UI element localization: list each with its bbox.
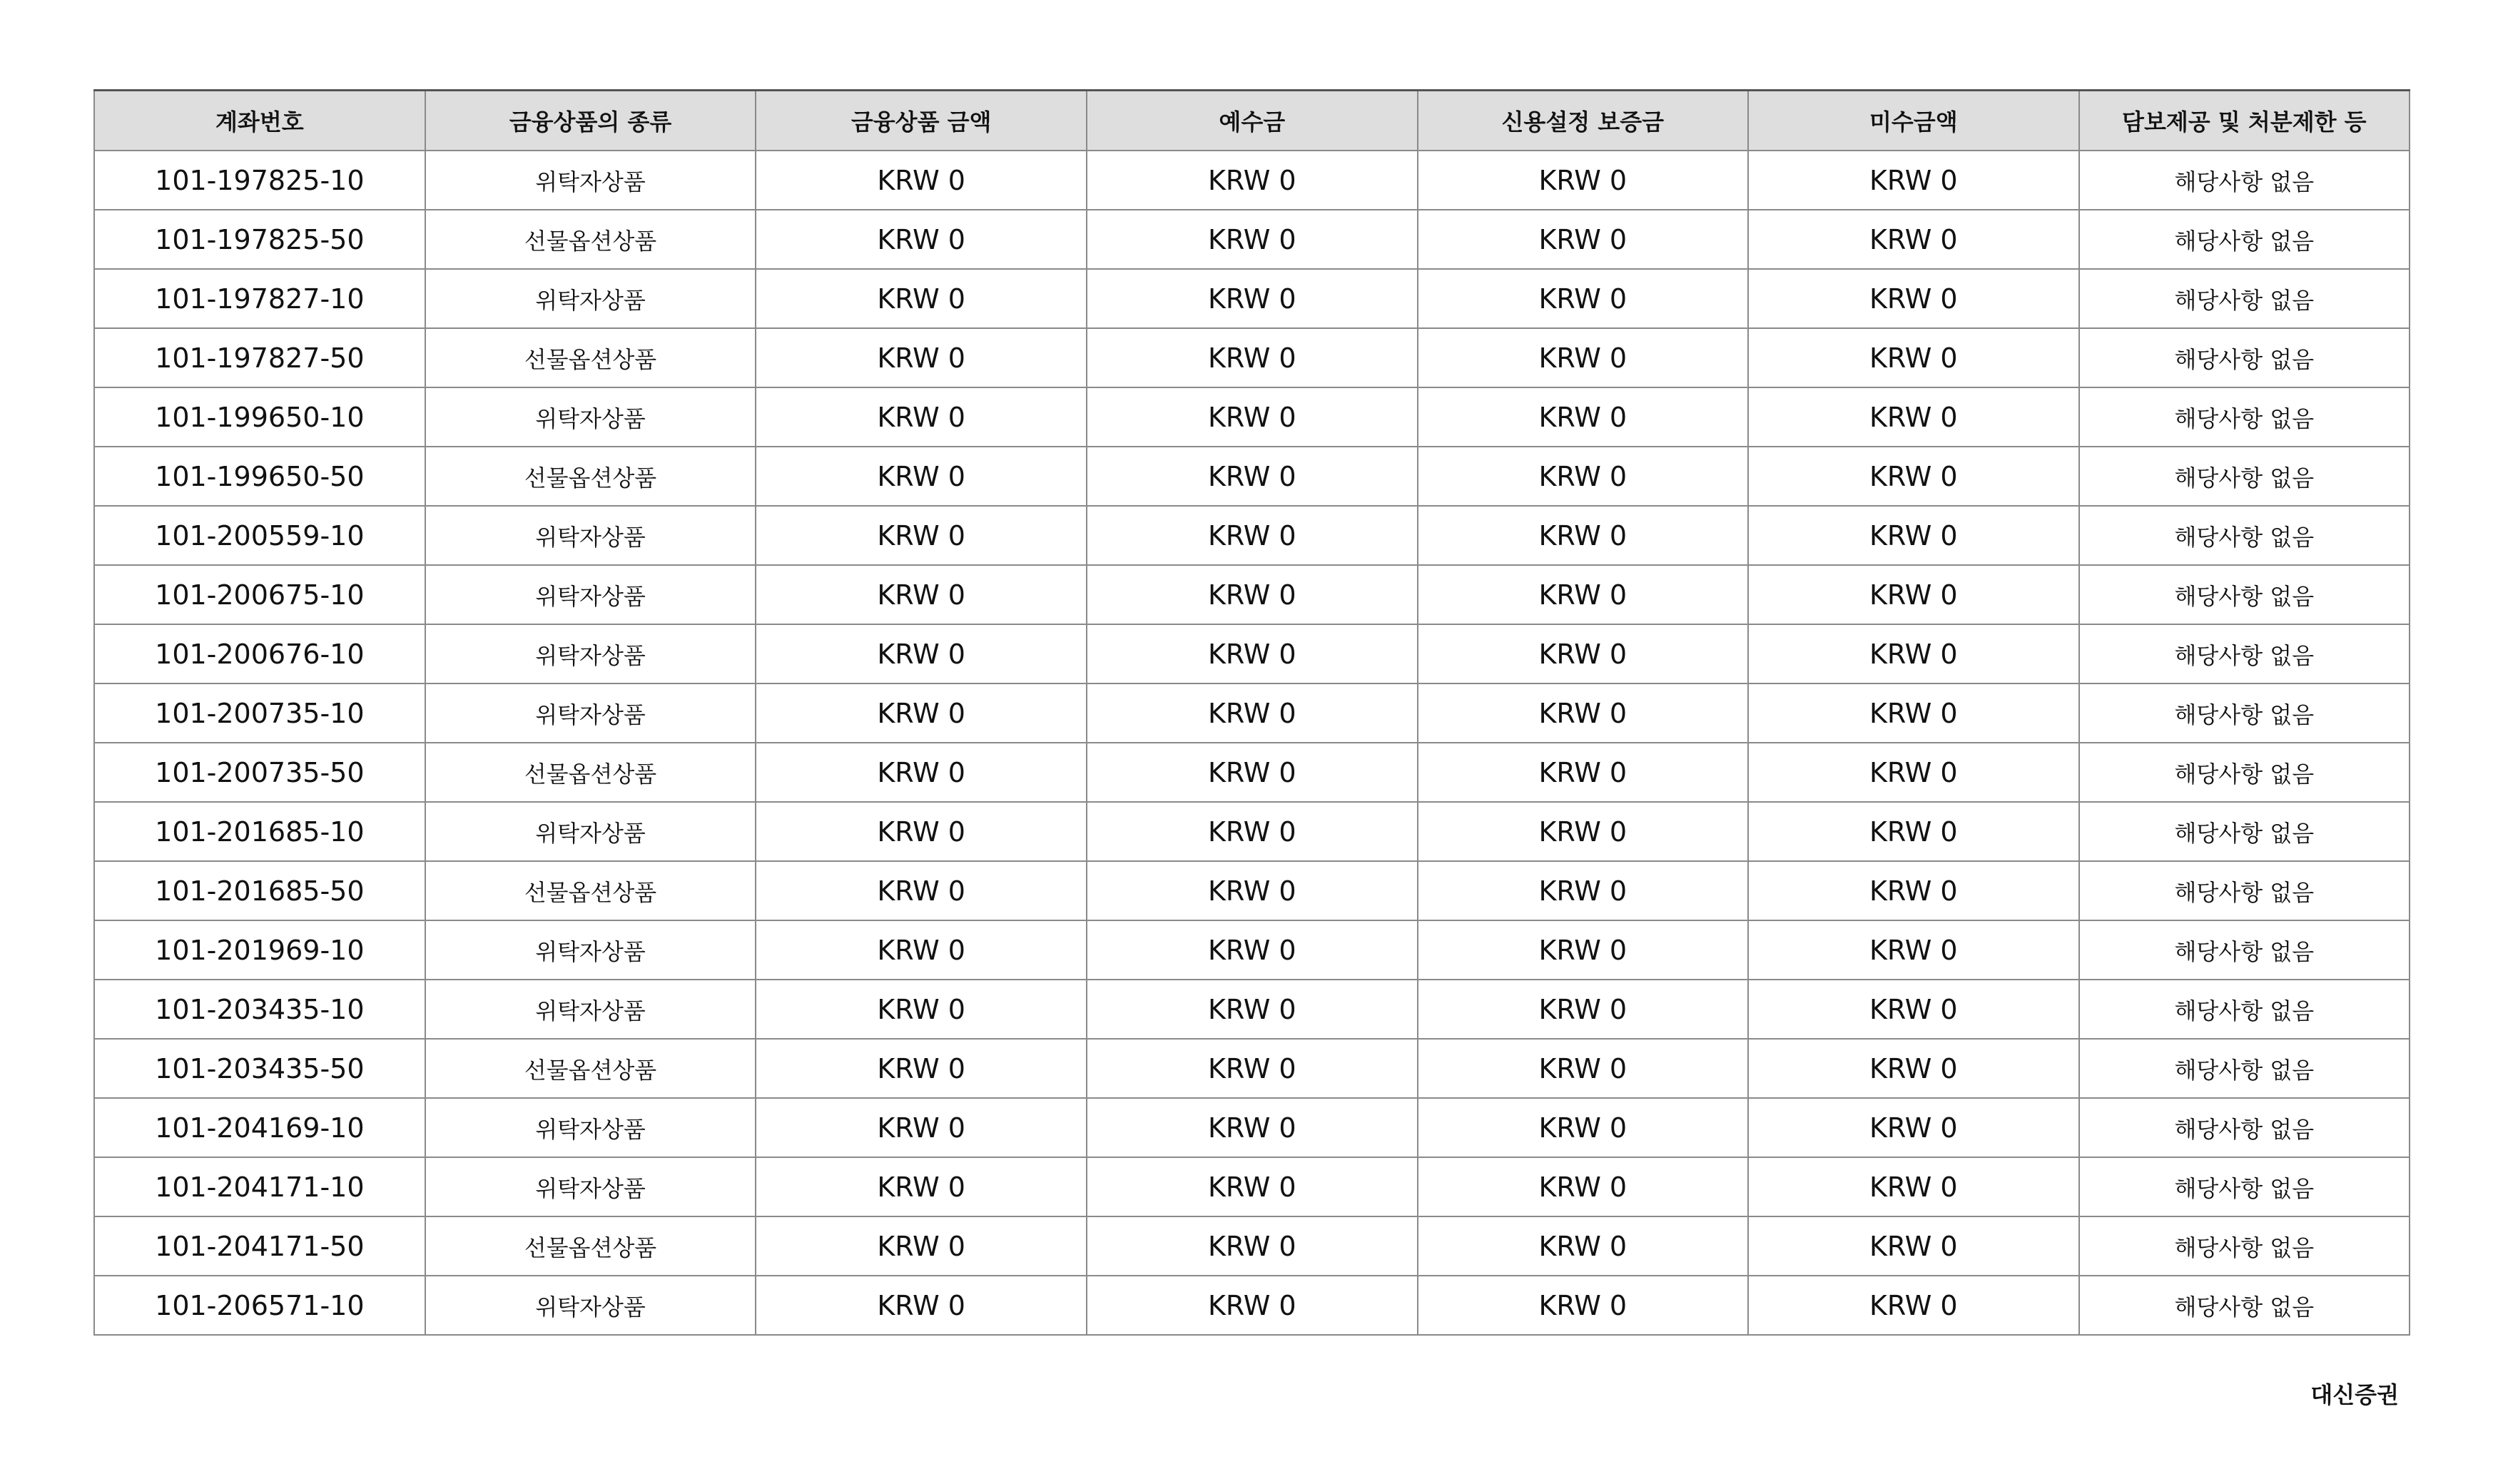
deposit-cell: KRW 0 [1087, 506, 1418, 565]
table-row [94, 565, 2410, 624]
account-number-cell: 101-199650-50 [94, 447, 425, 506]
collateral-restriction-cell: 해당사항 없음 [2079, 447, 2410, 506]
account-number-cell: 101-201685-10 [94, 802, 425, 861]
credit-guarantee-cell: KRW 0 [1418, 743, 1748, 802]
account-number-cell: 101-204171-10 [94, 1157, 425, 1216]
deposit-cell: KRW 0 [1087, 151, 1418, 210]
deposit-cell: KRW 0 [1087, 980, 1418, 1039]
unpaid-amount-cell: KRW 0 [1748, 210, 2079, 269]
product-amount-cell: KRW 0 [756, 269, 1087, 328]
product-amount-cell: KRW 0 [756, 802, 1087, 861]
product-type-cell: 위탁자상품 [425, 1098, 756, 1157]
product-type-cell: 선물옵션상품 [425, 861, 756, 920]
unpaid-amount-cell: KRW 0 [1748, 447, 2079, 506]
unpaid-amount-cell: KRW 0 [1748, 506, 2079, 565]
unpaid-amount-cell: KRW 0 [1748, 151, 2079, 210]
deposit-cell: KRW 0 [1087, 802, 1418, 861]
collateral-restriction-cell: 해당사항 없음 [2079, 624, 2410, 683]
deposit-cell: KRW 0 [1087, 1098, 1418, 1157]
account-number-cell: 101-200675-10 [94, 565, 425, 624]
header-credit-guarantee: 신용설정 보증금 [1418, 91, 1748, 151]
product-amount-cell: KRW 0 [756, 328, 1087, 387]
unpaid-amount-cell: KRW 0 [1748, 624, 2079, 683]
account-number-cell: 101-200676-10 [94, 624, 425, 683]
collateral-restriction-cell: 해당사항 없음 [2079, 269, 2410, 328]
product-type-cell: 선물옵션상품 [425, 328, 756, 387]
collateral-restriction-cell: 해당사항 없음 [2079, 151, 2410, 210]
product-type-cell: 선물옵션상품 [425, 1216, 756, 1276]
unpaid-amount-cell: KRW 0 [1748, 328, 2079, 387]
product-amount-cell: KRW 0 [756, 1216, 1087, 1276]
header-deposit: 예수금 [1087, 91, 1418, 151]
deposit-cell: KRW 0 [1087, 269, 1418, 328]
collateral-restriction-cell: 해당사항 없음 [2079, 802, 2410, 861]
credit-guarantee-cell: KRW 0 [1418, 447, 1748, 506]
credit-guarantee-cell: KRW 0 [1418, 1039, 1748, 1098]
collateral-restriction-cell: 해당사항 없음 [2079, 328, 2410, 387]
product-type-cell: 위탁자상품 [425, 565, 756, 624]
product-type-cell: 위탁자상품 [425, 151, 756, 210]
unpaid-amount-cell: KRW 0 [1748, 1157, 2079, 1216]
product-type-cell: 위탁자상품 [425, 802, 756, 861]
credit-guarantee-cell: KRW 0 [1418, 624, 1748, 683]
collateral-restriction-cell: 해당사항 없음 [2079, 980, 2410, 1039]
table-row [94, 861, 2410, 920]
product-amount-cell: KRW 0 [756, 1157, 1087, 1216]
account-number-cell: 101-200559-10 [94, 506, 425, 565]
collateral-restriction-cell: 해당사항 없음 [2079, 565, 2410, 624]
deposit-cell: KRW 0 [1087, 624, 1418, 683]
table-row [94, 1276, 2410, 1335]
collateral-restriction-cell: 해당사항 없음 [2079, 1157, 2410, 1216]
account-number-cell: 101-197827-10 [94, 269, 425, 328]
table-body [94, 151, 2410, 1335]
collateral-restriction-cell: 해당사항 없음 [2079, 1276, 2410, 1335]
table-row [94, 920, 2410, 980]
credit-guarantee-cell: KRW 0 [1418, 328, 1748, 387]
credit-guarantee-cell: KRW 0 [1418, 920, 1748, 980]
table-row [94, 624, 2410, 683]
unpaid-amount-cell: KRW 0 [1748, 980, 2079, 1039]
unpaid-amount-cell: KRW 0 [1748, 1039, 2079, 1098]
table-row [94, 328, 2410, 387]
header-account-number: 계좌번호 [94, 91, 425, 151]
product-type-cell: 위탁자상품 [425, 387, 756, 447]
credit-guarantee-cell: KRW 0 [1418, 1276, 1748, 1335]
table-row [94, 210, 2410, 269]
account-table [93, 89, 2410, 1336]
account-number-cell: 101-200735-10 [94, 683, 425, 743]
unpaid-amount-cell: KRW 0 [1748, 565, 2079, 624]
unpaid-amount-cell: KRW 0 [1748, 920, 2079, 980]
collateral-restriction-cell: 해당사항 없음 [2079, 387, 2410, 447]
collateral-restriction-cell: 해당사항 없음 [2079, 861, 2410, 920]
product-type-cell: 위탁자상품 [425, 683, 756, 743]
unpaid-amount-cell: KRW 0 [1748, 269, 2079, 328]
table-row [94, 506, 2410, 565]
table-row [94, 743, 2410, 802]
credit-guarantee-cell: KRW 0 [1418, 1216, 1748, 1276]
account-number-cell: 101-197827-50 [94, 328, 425, 387]
product-type-cell: 위탁자상품 [425, 920, 756, 980]
deposit-cell: KRW 0 [1087, 447, 1418, 506]
product-amount-cell: KRW 0 [756, 447, 1087, 506]
product-amount-cell: KRW 0 [756, 980, 1087, 1039]
table-row [94, 387, 2410, 447]
deposit-cell: KRW 0 [1087, 1039, 1418, 1098]
product-type-cell: 선물옵션상품 [425, 210, 756, 269]
unpaid-amount-cell: KRW 0 [1748, 387, 2079, 447]
credit-guarantee-cell: KRW 0 [1418, 1157, 1748, 1216]
unpaid-amount-cell: KRW 0 [1748, 861, 2079, 920]
credit-guarantee-cell: KRW 0 [1418, 269, 1748, 328]
product-amount-cell: KRW 0 [756, 565, 1087, 624]
account-number-cell: 101-206571-10 [94, 1276, 425, 1335]
account-number-cell: 101-201969-10 [94, 920, 425, 980]
deposit-cell: KRW 0 [1087, 210, 1418, 269]
deposit-cell: KRW 0 [1087, 861, 1418, 920]
product-type-cell: 선물옵션상품 [425, 1039, 756, 1098]
deposit-cell: KRW 0 [1087, 328, 1418, 387]
credit-guarantee-cell: KRW 0 [1418, 802, 1748, 861]
collateral-restriction-cell: 해당사항 없음 [2079, 506, 2410, 565]
table-row [94, 980, 2410, 1039]
account-number-cell: 101-201685-50 [94, 861, 425, 920]
table-row [94, 447, 2410, 506]
deposit-cell: KRW 0 [1087, 1216, 1418, 1276]
account-number-cell: 101-199650-10 [94, 387, 425, 447]
company-name: 대신증권 [2310, 1381, 2399, 1408]
product-amount-cell: KRW 0 [756, 210, 1087, 269]
collateral-restriction-cell: 해당사항 없음 [2079, 1098, 2410, 1157]
unpaid-amount-cell: KRW 0 [1748, 802, 2079, 861]
table-row [94, 683, 2410, 743]
product-amount-cell: KRW 0 [756, 151, 1087, 210]
deposit-cell: KRW 0 [1087, 387, 1418, 447]
account-number-cell: 101-203435-50 [94, 1039, 425, 1098]
credit-guarantee-cell: KRW 0 [1418, 506, 1748, 565]
account-number-cell: 101-203435-10 [94, 980, 425, 1039]
product-type-cell: 위탁자상품 [425, 269, 756, 328]
unpaid-amount-cell: KRW 0 [1748, 1216, 2079, 1276]
header-product-amount: 금융상품 금액 [756, 91, 1087, 151]
table-row [94, 1157, 2410, 1216]
account-number-cell: 101-204171-50 [94, 1216, 425, 1276]
account-number-cell: 101-197825-10 [94, 151, 425, 210]
unpaid-amount-cell: KRW 0 [1748, 743, 2079, 802]
account-number-cell: 101-204169-10 [94, 1098, 425, 1157]
header-collateral-restriction: 담보제공 및 처분제한 등 [2079, 91, 2410, 151]
deposit-cell: KRW 0 [1087, 743, 1418, 802]
product-amount-cell: KRW 0 [756, 624, 1087, 683]
collateral-restriction-cell: 해당사항 없음 [2079, 743, 2410, 802]
collateral-restriction-cell: 해당사항 없음 [2079, 210, 2410, 269]
unpaid-amount-cell: KRW 0 [1748, 1098, 2079, 1157]
deposit-cell: KRW 0 [1087, 1157, 1418, 1216]
collateral-restriction-cell: 해당사항 없음 [2079, 1039, 2410, 1098]
credit-guarantee-cell: KRW 0 [1418, 210, 1748, 269]
table-row [94, 151, 2410, 210]
unpaid-amount-cell: KRW 0 [1748, 1276, 2079, 1335]
table-row [94, 1039, 2410, 1098]
table-row [94, 1216, 2410, 1276]
credit-guarantee-cell: KRW 0 [1418, 151, 1748, 210]
table-row [94, 1098, 2410, 1157]
product-amount-cell: KRW 0 [756, 1098, 1087, 1157]
credit-guarantee-cell: KRW 0 [1418, 683, 1748, 743]
product-amount-cell: KRW 0 [756, 1039, 1087, 1098]
credit-guarantee-cell: KRW 0 [1418, 980, 1748, 1039]
header-product-type: 금융상품의 종류 [425, 91, 756, 151]
product-amount-cell: KRW 0 [756, 683, 1087, 743]
collateral-restriction-cell: 해당사항 없음 [2079, 920, 2410, 980]
table-row [94, 802, 2410, 861]
product-type-cell: 위탁자상품 [425, 624, 756, 683]
deposit-cell: KRW 0 [1087, 683, 1418, 743]
product-amount-cell: KRW 0 [756, 920, 1087, 980]
collateral-restriction-cell: 해당사항 없음 [2079, 1216, 2410, 1276]
account-number-cell: 101-200735-50 [94, 743, 425, 802]
account-number-cell: 101-197825-50 [94, 210, 425, 269]
deposit-cell: KRW 0 [1087, 565, 1418, 624]
product-type-cell: 위탁자상품 [425, 506, 756, 565]
header-unpaid-amount: 미수금액 [1748, 91, 2079, 151]
product-amount-cell: KRW 0 [756, 387, 1087, 447]
product-amount-cell: KRW 0 [756, 743, 1087, 802]
table-header [94, 91, 2410, 151]
header-row [94, 91, 2410, 151]
product-type-cell: 위탁자상품 [425, 1157, 756, 1216]
product-amount-cell: KRW 0 [756, 1276, 1087, 1335]
credit-guarantee-cell: KRW 0 [1418, 1098, 1748, 1157]
product-type-cell: 선물옵션상품 [425, 447, 756, 506]
collateral-restriction-cell: 해당사항 없음 [2079, 683, 2410, 743]
product-type-cell: 위탁자상품 [425, 980, 756, 1039]
table-row [94, 269, 2410, 328]
credit-guarantee-cell: KRW 0 [1418, 861, 1748, 920]
unpaid-amount-cell: KRW 0 [1748, 683, 2079, 743]
credit-guarantee-cell: KRW 0 [1418, 387, 1748, 447]
deposit-cell: KRW 0 [1087, 920, 1418, 980]
product-amount-cell: KRW 0 [756, 861, 1087, 920]
product-type-cell: 위탁자상품 [425, 1276, 756, 1335]
product-amount-cell: KRW 0 [756, 506, 1087, 565]
credit-guarantee-cell: KRW 0 [1418, 565, 1748, 624]
product-type-cell: 선물옵션상품 [425, 743, 756, 802]
deposit-cell: KRW 0 [1087, 1276, 1418, 1335]
